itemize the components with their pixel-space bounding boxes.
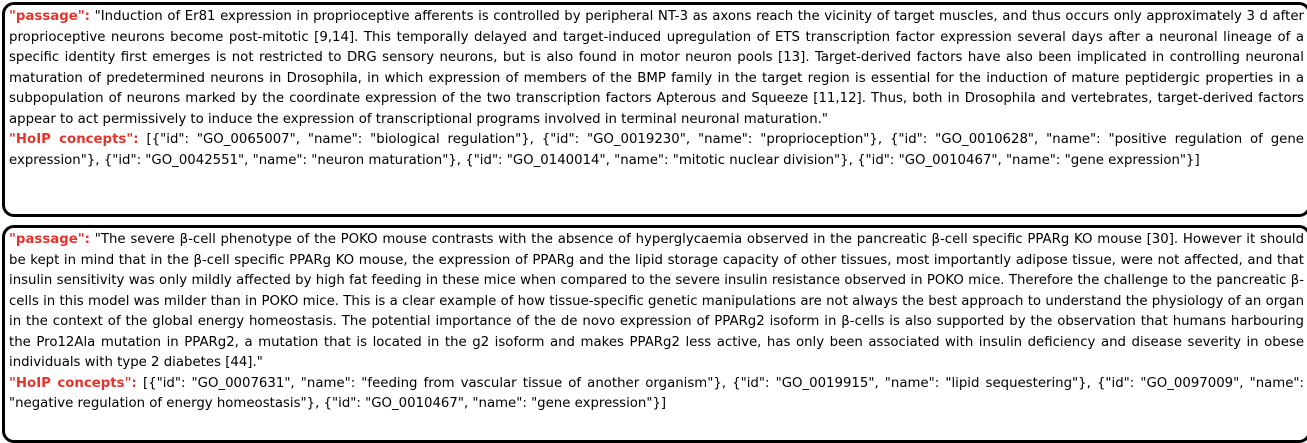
concepts-key: "HoIP concepts": (9, 132, 139, 147)
concepts-block (9, 130, 1304, 171)
passage-text: "The severe β-cell phenotype of the POKO mouse contrasts with the absence of hyperglycaemia observed in the pancreatic β-cell specific PPARg KO mouse [30]. However it should be kept in mind that in the β-cell specific PPARg KO mouse, the expression of PPARg and the lipid storage capacity of other tissues, most importantly adipose tissue, were not affected, and that insulin sensitivity was only mildly affected by high fat feeding in these mice when compared to the severe insulin resistance observed in POKO mice. Therefore the challenge to the pancreatic β-cells in this model was milder than in POKO mice. This is a clear example of how tissue-specific genetic manipulations are not always the best approach to understand the physiology of an organ in the context of the global energy homeostasis. The potential importance of the de novo expression of PPARg2 isoform in β-cells is also supported by the observation that humans harbouring the Pro12Ala mutation in PPARg2, a mutation that is located in the g2 isoform and makes PPARg2 less active, has only been associated with insulin deficiency and disease severity in obese individuals with type 2 diabetes [44]." (9, 232, 1305, 370)
passage-key: "passage": (9, 9, 91, 24)
example-card-2 (2, 225, 1307, 443)
passage-text: "Induction of Er81 expression in proprioceptive afferents is controlled by peripheral NT-3 as axons reach the vicinity of target muscles, and thus occurs only approximately 3 d after proprioceptive neurons become post-mitotic [9,14]. This temporally delayed and target-induced upregulation of ETS transcription factor expression several days after a neuronal lineage of a specific identity first emerges is not restricted to DRG sensory neurons, but is also found in motor neuron pools [13]. Target-derived factors have also been implicated in controlling neuronal maturation of predetermined neurons in Drosophila, in which expression of members of the BMP family in the target region is essential for the induction of mature peptidergic properties in a subpopulation of neurons marked by the coordinate expression of the two transcription factors Apterous and Squeeze [11,12]. Thus, both in Drosophila and vertebrates, target-derived factors appear to act permissively to induce the expression of transcriptional programs involved in terminal neuronal maturation." (9, 9, 1304, 127)
concepts-text: [{"id": "GO_0007631", "name": "feeding from vascular tissue of another organism"}, {"id": "GO_0019915", "name": "lipid sequestering"}, {"id": "GO_0097009", "name": "negative regulation of energy homeostasis"}, {"id": "GO_0010467", "name": "gene expression"}] (9, 375, 1305, 411)
concepts-block (9, 374, 1304, 415)
concepts-key: "HoIP concepts": (9, 375, 137, 391)
passage-block (9, 230, 1304, 374)
example-card-1 (2, 2, 1307, 217)
passage-key: "passage": (9, 232, 91, 247)
passage-block (9, 7, 1304, 130)
concepts-text: [{"id": "GO_0065007", "name": "biological regulation"}, {"id": "GO_0019230", "name": "proprioception"}, {"id": "GO_0010628", "name": "positive regulation of gene expression"}, {"id": "GO_0042551", "name": "neuron maturation"}, {"id": "GO_0140014", "name": "mitotic nuclear division"}, {"id": "GO_0010467", "name": "gene expression"}] (9, 132, 1304, 168)
